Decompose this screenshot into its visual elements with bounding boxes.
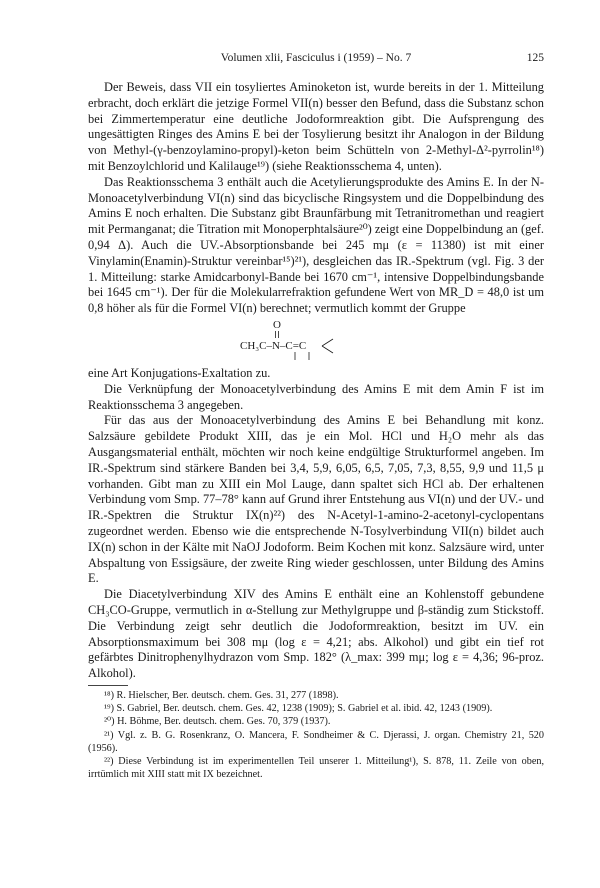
footnote: ²¹) Vgl. z. B. G. Rosenkranz, O. Mancera, F. Sondheimer & C. Djerassi, J. organ. Chemistry 21, 520 (1956). (88, 729, 544, 754)
footnote: ²⁰) H. Böhme, Ber. deutsch. chem. Ges. 70, 379 (1937). (104, 716, 331, 728)
paragraph: Der Beweis, dass VII ein tosyliertes Aminoketon ist, wurde bereits in der 1. Mitteilung erbracht, doch erklärt die jetzige Formel VII(n) besser den Befund, dass die Substanz schon bei Zimmertemperatur eine deutliche Jodoformreaktion gibt. Die Aufsprengung des ungesättigten Ringes des Amins E bei der Tosylierung besitzt ihr Analogon in der Bildung von Methyl-(γ-benzoylamino-propyl)-keton beim Schütteln von 2-Methyl-Δ²-pyrrolin¹⁸) mit Benzoylchlorid und Kalilauge¹⁹) (siehe Reaktionsschema 4, unten). (88, 80, 544, 173)
body-text (88, 80, 544, 781)
footnote: ¹⁸) R. Hielscher, Ber. deutsch. chem. Ges. 31, 277 (1898). (104, 689, 339, 701)
page-number: 125 (526, 52, 544, 64)
formula-drawing (236, 318, 376, 364)
footnote: ¹⁹) S. Gabriel, Ber. deutsch. chem. Ges. 42, 1238 (1909); S. Gabriel et al. ibid. 42, 1243 (1909). (104, 703, 493, 715)
formula-oxygen: O (273, 318, 281, 331)
running-title: Volumen xlii, Fasciculus i (1959) – No. 7 (220, 52, 412, 64)
footnotes (88, 689, 544, 781)
footnote: ²²) Diese Verbindung ist im experimentellen Teil unserer 1. Mitteilung¹), S. 878, 11. Zeile von oben, irrtümlich mit XIII statt mit IX bezeichnet. (88, 755, 544, 781)
running-header (88, 52, 544, 68)
structural-formula (88, 318, 544, 364)
paragraph: eine Art Konjugations-Exaltation zu. (88, 365, 271, 380)
paragraph: Das Reaktionsschema 3 enthält auch die Acetylierungsprodukte des Amins E. In der N-Monoacetylverbindung VI(n) sind das bicyclische Ringsystem und die Doppelbindung des Amins E noch erhalten. Die Substanz gibt Braunfärbung mit Tetranitromethan und reagiert mit Permanganat; die Titration mit Monoperphtalsäure²⁰) zeigt eine Doppelbindung an (gef. 0,94 Δ). Auch die UV.-Absorptionsbande bei 245 mμ (ε = 11380) ist mit einer Vinylamin(Enamin)-Struktur vereinbar¹⁵)²¹), desgleichen das IR.-Spektrum (vgl. Fig. 3 der 1. Mitteilung: starke Amidcarbonyl-Bande bei 1670 cm⁻¹, intensive Doppelbindungsbande bei 1645 cm⁻¹). Der für die Molekularrefraktion gefundene Wert von MR_D = 48,0 ist um 0,8 höher als für die Formel VI(n) berechnet; vermutlich kommt der Gruppe (88, 174, 544, 316)
paragraph: Die Diacetylverbindung XIV des Amins E enthält eine an Kohlenstoff gebundene CH₃CO-Gruppe, vermutlich in α-Stellung zur Methylgruppe und β-ständig zum Stickstoff. Die Verbindung zeigt sehr deutlich die Jodoformreaktion, besitzt im UV. ein Absorptionsmaximum bei 308 mμ (log ε = 4,21; abs. Alkohol) und gibt ein tief rot gefärbtes Dinitrophenylhydrazon vom Smp. 182° (λ_max: 399 mμ; log ε = 4,36; 96-proz. Alkohol). (88, 587, 544, 681)
paragraph: Die Verknüpfung der Monoacetylverbindung des Amins E mit dem Amin F ist im Reaktionsschema 3 angegeben. (88, 381, 544, 412)
paragraph: Für das aus der Monoacetylverbindung des Amins E bei Behandlung mit konz. Salzsäure gebildete Produkt XIII, das je ein Mol. HCl und H₂O mehr als das Ausgangsmaterial enthält, möchten wir noch keine endgültige Strukturformel angeben. Im IR.-Spektrum sind stärkere Banden bei 3,4, 5,9, 6,05, 6,5, 7,05, 7,3, 8,55, 9,9 und 11,5 μ vorhanden. Gibt man zu XIII ein Mol Lauge, dann spaltet sich HCl ab. Der erhaltenen Verbindung vom Smp. 77–78° kann auf Grund ihrer Entstehung aus VI(n) und der UV.- und IR.-Spektren die Struktur IX(n)²²) des N-Acetyl-1-amino-2-acetonyl-cyclopentans zugeordnet werden. Ebenso wie die entsprechende N-Tosylverbindung VII(n) bildet auch IX(n) schon in der Kälte mit NaOJ Jodoform. Beim Kochen mit konz. Salzsäure wird, unter Abspaltung von Essigsäure, der zweite Ring wieder geschlossen, unter Bildung des Amins E. (88, 413, 545, 586)
formula-chain: CH₃C–N–C=C (240, 339, 307, 352)
footnote-rule (88, 685, 128, 686)
